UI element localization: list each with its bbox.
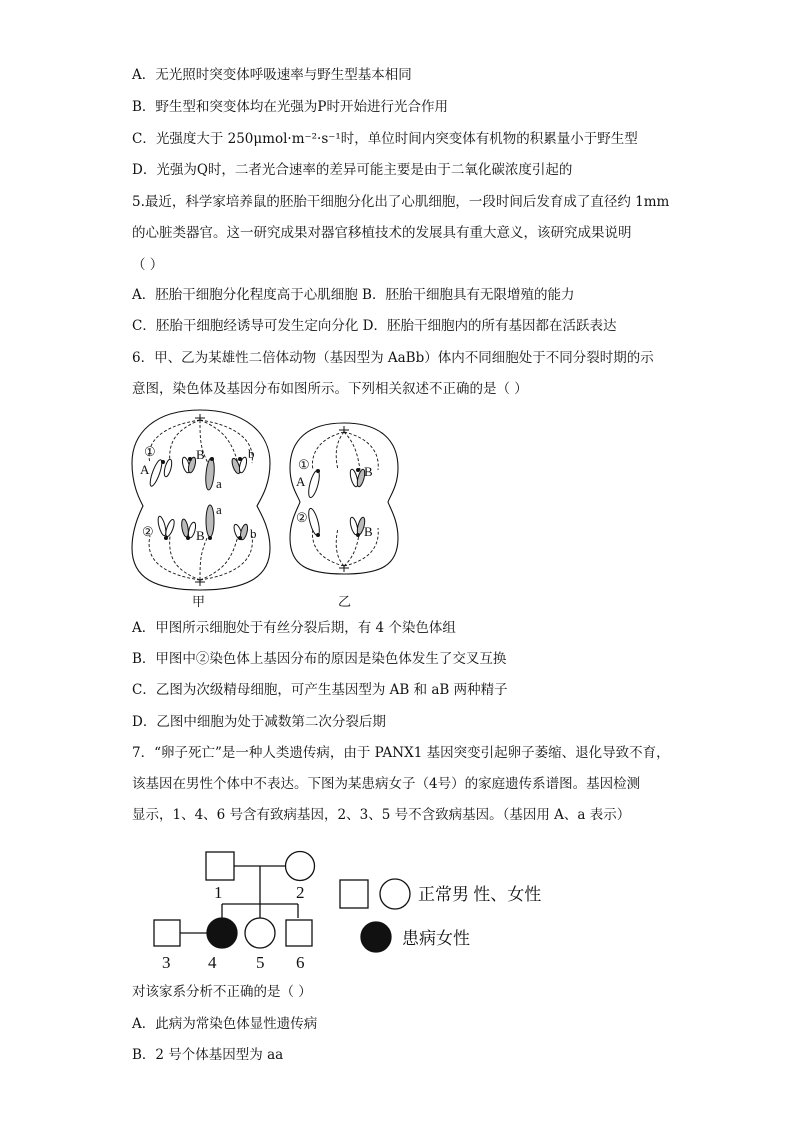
individual-2-female <box>286 852 315 881</box>
text-line: 7．“卵子死亡”是一种人类遗传病，由于 PANX1 基因突变引起卵子萎缩、退化导致不育， <box>132 745 670 761</box>
individual-number: 6 <box>296 953 305 972</box>
individual-1-male <box>206 852 234 880</box>
text-line: （ ） <box>132 257 164 273</box>
jia-label: a <box>216 502 222 517</box>
text-line: B．甲图中②染色体上基因分布的原因是染色体发生了交叉互换 <box>132 651 507 667</box>
text-line: 的心脏类器官。这一研究成果对器官移植技术的发展具有重大意义，该研究成果说明 <box>132 225 632 241</box>
text-line: B．2 号个体基因型为 aa <box>132 1047 284 1063</box>
text-line: 5.最近，科学家培养鼠的胚胎干细胞分化出了心肌细胞，一段时间后发育成了直径约 1mm <box>132 194 670 210</box>
legend-female-icon <box>380 879 410 909</box>
text-line: 意图，染色体及基因分布如图所示。下列相关叙述不正确的是（ ） <box>132 381 528 397</box>
yi-label: ② <box>296 510 308 525</box>
text-line: D．光强为Q时，二者光合速率的差异可能主要是由于二氧化碳浓度引起的 <box>132 162 573 178</box>
individual-number: 1 <box>214 883 223 902</box>
text-line: D．乙图中细胞为处于减数第二次分裂后期 <box>132 714 386 730</box>
yi-label: A <box>296 474 306 489</box>
individual-4-affected-female <box>207 918 237 948</box>
jia-label: A <box>140 462 150 477</box>
jia-label: b <box>248 446 255 461</box>
text-line: B．野生型和突变体均在光强为P时开始进行光合作用 <box>132 99 449 115</box>
individual-number: 3 <box>162 953 171 972</box>
cell-division-figure <box>130 408 410 617</box>
individual-number: 4 <box>208 953 217 972</box>
legend-normal-label: 正常男 性、女性 <box>418 885 542 904</box>
jia-spindle-fibers <box>149 420 252 580</box>
jia-label: ② <box>142 524 154 539</box>
text-line: 显示，1、4、6 号含有致病基因，2、3、5 号不含致病基因。（基因用 A、a 表示） <box>132 807 631 823</box>
individual-number: 2 <box>296 883 305 902</box>
text-line: 该基因在男性个体中不表达。下图为某患病女子（4号）的家庭遗传系谱图。基因检测 <box>132 776 641 792</box>
text-line: A．甲图所示细胞处于有丝分裂后期，有 4 个染色体组 <box>132 620 456 636</box>
individual-5-female <box>245 918 275 948</box>
yi-spindle-fibers <box>312 432 378 566</box>
yi-label: B <box>364 524 373 539</box>
text-line: A．此病为常染色体显性遗传病 <box>132 1016 318 1032</box>
yi-label: B <box>364 464 373 479</box>
text-line: A．胚胎干细胞分化程度高于心肌细胞 B．胚胎干细胞具有无限增殖的能力 <box>132 287 575 303</box>
jia-label: B <box>196 528 205 543</box>
yi-label: ① <box>298 457 310 472</box>
text-line: 对该家系分析不正确的是（ ） <box>132 984 312 1000</box>
individual-6-male <box>286 920 312 946</box>
jia-label: b <box>250 526 257 541</box>
yi-cell-outline <box>290 423 398 574</box>
text-line: A．无光照时突变体呼吸速率与野生型基本相同 <box>132 67 412 83</box>
legend-affected-label: 患病女性 <box>402 929 470 948</box>
yi-chromosomes <box>307 469 367 537</box>
jia-label: B <box>196 447 205 462</box>
individual-number: 5 <box>256 953 265 972</box>
jia-label: a <box>216 476 222 491</box>
legend-male-icon <box>340 880 368 908</box>
jia-cell-outline <box>132 410 270 590</box>
text-line: C．胚胎干细胞经诱导可发生定向分化 D．胚胎干细胞内的所有基因都在活跃表达 <box>132 318 617 334</box>
legend-affected-icon <box>361 922 391 952</box>
pedigree-chart <box>150 844 550 978</box>
yi-caption: 乙 <box>338 594 352 609</box>
text-line: C．乙图为次级精母细胞，可产生基因型为 AB 和 aB 两种精子 <box>132 682 508 698</box>
text-line: 6．甲、乙为某雄性二倍体动物（基因型为 AaBb）体内不同细胞处于不同分裂时期的示 <box>132 350 654 366</box>
individual-3-male <box>154 920 180 946</box>
jia-caption: 甲 <box>192 594 206 609</box>
jia-label: ① <box>144 444 156 459</box>
text-line: C．光强度大于 250μmol·m⁻²·s⁻¹时，单位时间内突变体有机物的积累量小于野生型 <box>132 131 638 147</box>
